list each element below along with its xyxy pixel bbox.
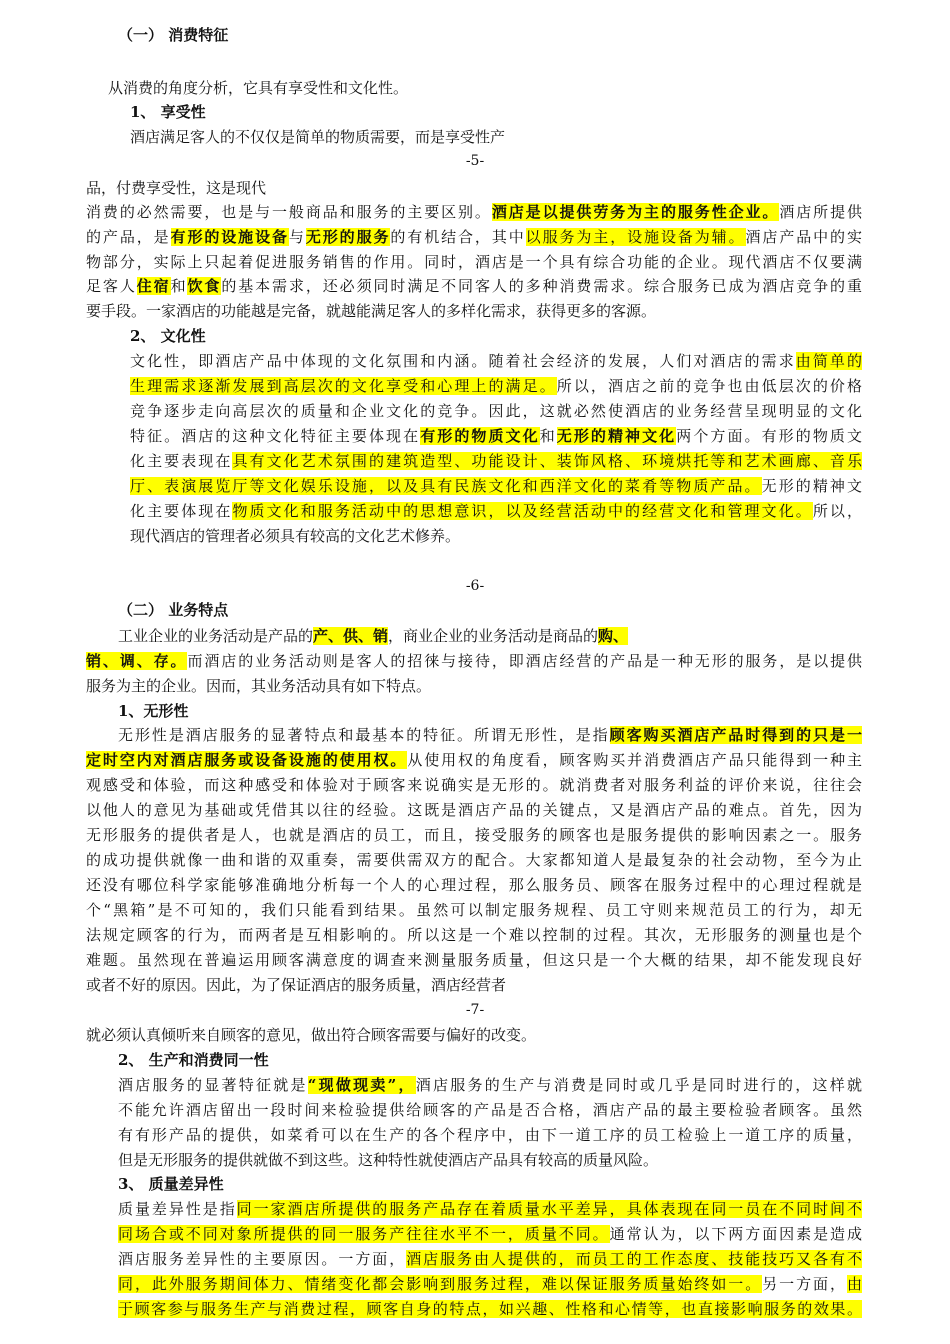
text-segment: 还没有哪位科学家能够准确地分析每一个人的心理过程，那么服务员、顾客在服务过程中的心理过程就是: [86, 876, 862, 894]
text-segment: 或者不好的原因。因此，为了保证酒店的服务质量，酒店经营者: [86, 976, 507, 994]
highlighted-text: 有形的设施设备: [170, 228, 289, 246]
text-line: [86, 1023, 536, 1047]
highlighted-text: 酒店是以提供劳务为主的服务性企业。: [491, 203, 780, 221]
section-heading: [118, 699, 188, 723]
text-segment: 和: [170, 277, 188, 295]
text-segment: 工业企业的业务活动是产品的: [118, 627, 314, 645]
highlighted-text: 产、供、销: [313, 627, 389, 645]
text-segment: 酒店产品中的实: [745, 228, 862, 246]
text-line: [118, 1098, 862, 1122]
text-segment: 的基本需求，还必须同时满足不同客人的多种消费需求。综合服务已成为酒店竞争的重: [221, 277, 862, 295]
highlighted-text: 顾客购买酒店产品时得到的只是一: [609, 726, 862, 744]
text-line: [86, 274, 862, 298]
text-line: [130, 449, 862, 473]
highlighted-text: 有形的物质文化: [420, 427, 540, 445]
text-line: [86, 798, 862, 822]
text-segment: 难题。虽然现在普遍运用顾客满意度的调查来测量服务质量，但这只是一个大概的结果，却不能发现良好: [86, 951, 862, 969]
text-line: [86, 923, 862, 947]
text-line: [130, 399, 862, 423]
text-segment: 物部分，实际上只起着促进服务销售的作用。同时，酒店是一个具有综合功能的企业。现代酒店不仅要满: [86, 253, 862, 271]
text-line: [130, 349, 862, 373]
text-segment: 而酒店的业务活动则是客人的招徕与接待，即酒店经营的产品是一种无形的服务，是以提供: [187, 652, 862, 670]
text-line: [108, 76, 408, 100]
text-line: [118, 1272, 862, 1296]
highlighted-text: 物质文化和服务活动中的思想意识，以及经营活动中的经营文化和管理文化。: [232, 502, 813, 520]
text-segment: （二） 业务特点: [118, 601, 229, 619]
text-segment: 无形的精神文: [761, 477, 862, 495]
text-segment: 所以，酒店之前的竞争也由低层次的价格: [556, 377, 862, 395]
text-line: [130, 474, 862, 498]
text-segment: 就必须认真倾听来自顾客的意见，做出符合顾客需要与偏好的改变。: [86, 1026, 537, 1044]
text-segment: 现代酒店的管理者必须具有较高的文化艺术修养。: [130, 527, 461, 545]
text-segment: 无形性是酒店服务的显著特点和最基本的特征。所谓无形性，是指: [118, 726, 610, 744]
text-segment: 通常认为，以下两方面因素是造成: [609, 1225, 862, 1243]
text-line: [118, 1222, 862, 1246]
page-number: -5-: [465, 153, 485, 169]
text-segment: 不能允许酒店留出一段时间来检验提供给顾客的产品是否合格，酒店产品的最主要检验者顾客。虽然: [118, 1101, 862, 1119]
text-line: [118, 1123, 862, 1147]
text-line: [86, 873, 862, 897]
text-line: [86, 748, 862, 772]
highlighted-text: 饮食: [187, 277, 222, 295]
text-line: [118, 1247, 862, 1271]
text-segment: 个“黑箱”是不可知的，我们只能看到结果。虽然可以制定服务规程、员工守则来规范员工的行为，却无: [86, 901, 862, 919]
text-segment: 与: [288, 228, 306, 246]
highlighted-text: 销、调、存。: [86, 652, 188, 670]
section-heading: [130, 324, 206, 348]
text-line: [118, 1197, 862, 1221]
text-segment: 所以，: [812, 502, 862, 520]
highlighted-text: 酒店服务由人提供的，而员工的工作态度、技能技巧又各有不: [406, 1250, 862, 1268]
text-segment: 的有机结合，其中: [390, 228, 526, 246]
section-heading: [118, 598, 228, 622]
text-segment: 竞争逐步走向高层次的质量和企业文化的竞争。因此，这就必然使酒店的业务经营呈现明显的文化: [130, 402, 862, 420]
text-segment: 化主要表现在: [130, 452, 233, 470]
text-line: [118, 1148, 862, 1172]
text-segment: 质量差异性是指: [118, 1200, 237, 1218]
text-segment: 3、 质量差异性: [118, 1175, 224, 1193]
text-segment: 从消费的角度分析，它具有享受性和文化性。: [108, 79, 409, 97]
text-segment: 2、 文化性: [130, 327, 206, 345]
text-line: [118, 1297, 862, 1321]
section-heading: [118, 23, 228, 47]
text-segment: 1、 享受性: [130, 103, 206, 121]
highlighted-text: 无形的服务: [305, 228, 391, 246]
text-segment: 酒店所提供: [779, 203, 862, 221]
text-line: [130, 524, 862, 548]
highlighted-text: 厅、表演展览厅等文化娱乐设施，以及具有民族文化和西洋文化的菜肴等物质产品。: [130, 477, 762, 495]
text-segment: 足客人: [86, 277, 137, 295]
text-segment: 酒店服务的显著特征就是: [118, 1076, 308, 1094]
text-line: [86, 649, 862, 673]
page-number: -7-: [465, 1002, 485, 1018]
text-line: [86, 225, 862, 249]
text-line: [86, 299, 862, 323]
highlighted-text: 购、: [598, 627, 629, 645]
text-segment: 两个方面。有形的物质文: [676, 427, 862, 445]
text-line: [118, 1073, 862, 1097]
text-segment: 服务为主的企业。因而，其业务活动具有如下特点。: [86, 677, 432, 695]
text-line: [86, 200, 862, 224]
text-segment: 的产品，是: [86, 228, 171, 246]
text-segment: 法规定顾客的行为，而两者是互相影响的。所以这是一个难以控制的过程。其次，无形服务的测量也是个: [86, 926, 862, 944]
text-line: [130, 499, 862, 523]
highlighted-text: “现做现卖”，: [307, 1076, 416, 1094]
text-segment: 2、 生产和消费同一性: [118, 1051, 269, 1069]
text-segment: 酒店服务差异性的主要原因。一方面，: [118, 1250, 407, 1268]
text-segment: 从使用权的角度看，顾客购买并消费酒店产品只能得到一种主: [407, 751, 862, 769]
text-line: [86, 848, 862, 872]
highlighted-text: 由简单的: [795, 352, 862, 370]
highlighted-text: 定时空内对酒店服务或设备设施的使用权。: [86, 751, 408, 769]
section-heading: [130, 100, 206, 124]
text-line: [86, 948, 862, 972]
text-segment: 观感受和体验，而这种感受和体验对于顾客来说确实是无形的。就消费者对服务利益的评价来说，往往会: [86, 776, 862, 794]
text-segment: 以他人的意见为基础或凭借其以往的经验。这既是酒店产品的关键点，又是酒店产品的难点。首先，因为: [86, 801, 862, 819]
text-segment: 的成功提供就像一曲和谐的双重奏，需要供需双方的配合。大家都知道人是最复杂的社会动物，至今为止: [86, 851, 862, 869]
highlighted-text: 同一家酒店所提供的服务产品存在着质量水平差异，具体表现在同一员在不同时间不: [236, 1200, 862, 1218]
highlighted-text: 以服务为主，设施设备为辅。: [525, 228, 746, 246]
text-segment: 酒店服务的生产与消费是同时或几乎是同时进行的，这样就: [415, 1076, 862, 1094]
highlighted-text: 由: [846, 1275, 862, 1293]
text-segment: 消费的必然需要，也是与一般商品和服务的主要区别。: [86, 203, 492, 221]
highlighted-text: 同，此外服务期间体力、情绪变化都会影响到服务过程，难以保证服务质量始终如一。: [118, 1275, 763, 1293]
text-segment: 和: [539, 427, 557, 445]
text-line: [86, 250, 862, 274]
text-line: [86, 823, 862, 847]
text-line: [86, 773, 862, 797]
highlighted-text: 于顾客参与服务生产与消费过程，顾客自身的特点，如兴趣、性格和心情等，也直接影响服务的效果。: [118, 1300, 862, 1318]
text-segment: 无形服务的提供者是人，也就是酒店的员工，而且，接受服务的顾客也是服务提供的影响因素之一。服务: [86, 826, 862, 844]
text-segment: （一） 消费特征: [118, 26, 229, 44]
text-segment: 特征。酒店的这种文化特征主要体现在: [130, 427, 421, 445]
text-segment: 酒店满足客人的不仅仅是简单的物质需要，而是享受性产: [130, 128, 506, 146]
text-line: [130, 125, 505, 149]
text-segment: 要手段。一家酒店的功能越是完备，就越能满足客人的多样化需求，获得更多的客源。: [86, 302, 657, 320]
text-segment: 有有形产品的提供，如菜肴可以在生产的各个程序中，由下一道工序的员工检验上一道工序的质量，: [118, 1126, 862, 1144]
section-heading: [118, 1172, 224, 1196]
page-number: -6-: [465, 578, 485, 594]
text-line: [86, 898, 862, 922]
text-segment: 1、无形性: [118, 702, 189, 720]
text-segment: 品，付费享受性，这是现代: [86, 179, 267, 197]
text-line: [118, 624, 628, 648]
text-segment: 文化性，即酒店产品中体现的文化氛围和内涵。随着社会经济的发展，人们对酒店的需求: [130, 352, 796, 370]
highlighted-text: 具有文化艺术氛围的建筑造型、功能设计、装饰风格、环境烘托等和艺术画廊、音乐: [232, 452, 862, 470]
text-line: [86, 176, 266, 200]
section-heading: [118, 1048, 269, 1072]
text-segment: 另一方面，: [762, 1275, 847, 1293]
text-segment: 化主要体现在: [130, 502, 233, 520]
text-segment: 但是无形服务的提供就做不到这些。这种特性就使酒店产品具有较高的质量风险。: [118, 1151, 659, 1169]
text-line: [86, 674, 862, 698]
highlighted-text: 生理需求逐渐发展到高层次的文化享受和心理上的满足。: [130, 377, 557, 395]
highlighted-text: 无形的精神文化: [556, 427, 677, 445]
text-line: [130, 424, 862, 448]
text-line: [86, 973, 506, 997]
highlighted-text: 同场合或不同对象所提供的同一服务产往往水平不一，质量不同。: [118, 1225, 610, 1243]
text-line: [118, 723, 862, 747]
highlighted-text: 住宿: [136, 277, 171, 295]
text-line: [130, 374, 862, 398]
text-segment: ，商业企业的业务活动是商品的: [388, 627, 599, 645]
